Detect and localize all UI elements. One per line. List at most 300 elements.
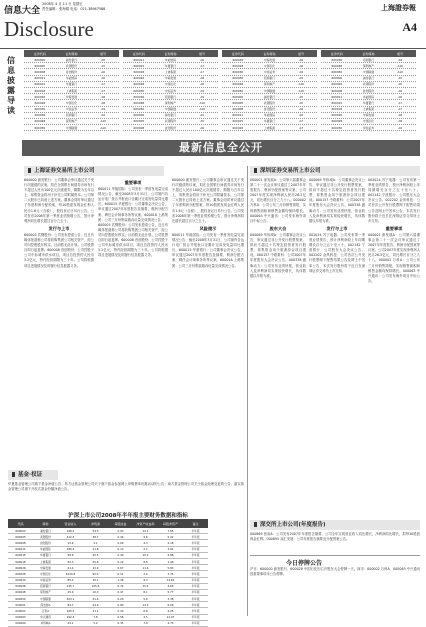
table-cell: 首创股份 (164, 125, 177, 130)
column-header: 证券简称 (65, 51, 78, 56)
table-cell: 61.4 (67, 565, 74, 570)
table-cell: 武钢股份 (362, 82, 375, 87)
section-mark-icon (28, 168, 31, 173)
text-column-3 (172, 178, 244, 513)
financial-table (8, 519, 208, 626)
table-cell: 保利地产 (164, 100, 177, 105)
table-cell: 中国联通 (40, 596, 51, 601)
section-mark-icon (254, 522, 257, 527)
table-cell: 半年报 (191, 602, 200, 607)
table-cell: 600000 (34, 57, 46, 62)
table-cell: 85.2 (67, 578, 74, 583)
table-cell: 600048 (331, 63, 343, 68)
table-cell: 4.88 (167, 553, 174, 558)
table-cell: 中信证券 (263, 69, 276, 74)
table-cell: 84.7 (67, 602, 74, 607)
table-cell: 600015 (133, 63, 145, 68)
table-cell: 600018 (34, 88, 46, 93)
table-cell: 600015 (15, 553, 26, 558)
table-cell: 600048 (34, 119, 46, 124)
table-cell: 600015 (232, 119, 244, 124)
table-cell: 华夏银行 (164, 63, 177, 68)
table-cell: 0.49 (117, 534, 124, 539)
table-cell: 0.20 (117, 596, 124, 601)
table-cell: 600018 (15, 559, 26, 564)
table-cell: 600036 (15, 584, 26, 589)
table-cell: 54.3 (92, 528, 99, 533)
table-cell: 保利地产 (263, 82, 276, 87)
table-cell: 600028 (133, 82, 145, 87)
table-cell: 半年报 (191, 621, 200, 626)
table-cell: 98.6 (67, 553, 74, 558)
table-cell: 武钢股份 (263, 100, 276, 105)
table-cell: 华能国际 (263, 113, 276, 118)
table-cell: 中信证券 (65, 107, 78, 112)
masthead (0, 0, 426, 49)
table-cell: A10 (298, 88, 304, 93)
section-header-sz: 深圳证券交易所上市公司 (250, 166, 420, 176)
column-header: 证券代码 (330, 51, 343, 56)
table-cell: 中国石化 (40, 571, 51, 576)
table-cell: 14.62 (166, 578, 175, 583)
table-cell: 600008 (133, 125, 145, 130)
disclosure-title: Disclosure (4, 17, 94, 41)
table-cell: 中国石化 (164, 82, 177, 87)
table-cell: 600005 (34, 63, 46, 68)
table-cell: 600030 (133, 88, 145, 93)
table-cell: 600011 (133, 57, 145, 62)
table-cell: 600030 (331, 125, 343, 130)
table-cell: 600036 (232, 76, 244, 81)
text-column-1 (24, 178, 94, 498)
table-cell: 600005 (232, 100, 244, 105)
table-cell: 600026 (232, 57, 244, 62)
table-cell: 600011 (15, 547, 26, 552)
table-cell: 招商银行 (65, 113, 78, 118)
table-cell: 武钢股份 (65, 63, 78, 68)
table-cell: 503.1 (66, 596, 75, 601)
article-body: 000001 深发展A：公司第六届董事会第二十一次会议审议通过了2007年年度报告、利润分配预案等议案，公司2007年度实现净利润人民币26.5亿元，同比增长百分之九十八。000002 万科A：公司公布三月份销售简报，实现销售面积和销售金额均保持增长。000063 中兴通讯：公司发布海外项目中标公告。 (250, 178, 306, 223)
table-cell: A8 (398, 119, 403, 124)
column-header: 备注 (192, 521, 199, 526)
table-cell: 3.75 (167, 571, 174, 576)
table-cell: 华能国际 (65, 76, 78, 81)
table-cell: 600036 (133, 94, 145, 99)
subheading: 重要事项 (124, 180, 142, 185)
table-cell: 0.67 (117, 565, 124, 570)
table-row (123, 125, 218, 131)
table-cell: A9 (101, 107, 106, 112)
newspaper-logo: 上海證券報 (381, 4, 416, 12)
table-cell: 22.9 (92, 565, 99, 570)
table-cell: 600000 (331, 76, 343, 81)
table-cell: 11.6 (142, 565, 149, 570)
table-cell: 600050 (133, 107, 145, 112)
table-cell: 4.73 (167, 621, 174, 626)
article-body: 002024 苏宁电器：公司发布第一季度业绩预告，预计净利润较上年同期增长百分之五十至八十。002142 宁波银行：公司股东大会决议公告。002202 金风科技：公司首次公开发行股票网下配售结果公告及网上中签率公告，本次发行股份将于近日在深圳证券交易所上市交易。 (309, 232, 365, 273)
table-cell: 600005 (331, 82, 343, 87)
table-cell: 600048 (133, 100, 145, 105)
table-cell: 华能国际 (164, 57, 177, 62)
table-cell: 首创股份 (65, 69, 78, 74)
article-body: 600000 浦发银行：公司董事会审议通过关于发行次级债的议案，拟在全国银行间债券市场发行不超过人民币100亿元次级债券，期限为五年以上，募集资金将用于补充公司附属资本。公司第二大股东已同意上述方案。董事会同时审议通过了年度利润分配预案，每10股派发现金红利人民币1.6元（含税），股权登记日另行公告。公司发布2008年第一季度业绩预增公告，预计净利润同比增长超过百分之五十。 (24, 178, 94, 223)
column-header: 简称 (42, 521, 49, 526)
disclosure-index (24, 50, 420, 132)
table-cell: 中海发展 (362, 113, 375, 118)
table-row (24, 125, 119, 131)
table-cell: 半年报 (191, 590, 200, 595)
table-cell: 000002 (15, 609, 26, 614)
table-cell: 0.11 (117, 571, 124, 576)
table-cell: A8 (200, 76, 205, 81)
table-cell: 6.06 (167, 602, 174, 607)
column-divider (247, 166, 248, 616)
table-cell: 600018 (232, 125, 244, 130)
table-cell: 600028 (331, 119, 343, 124)
table-cell: 2.7 (143, 547, 148, 552)
table-cell: 中信证券 (362, 125, 375, 130)
table-cell: 11.8 (92, 547, 99, 552)
table-cell: 半年报 (191, 565, 200, 570)
column-header: 证券代码 (33, 51, 46, 56)
fund-text (8, 482, 244, 512)
table-cell: 5.83 (167, 565, 174, 570)
table-cell: 600005 (15, 534, 26, 539)
table-cell: 600048 (15, 590, 26, 595)
table-cell: A9 (398, 57, 403, 62)
index-table-2 (123, 50, 218, 132)
table-cell: 半年报 (191, 596, 200, 601)
table-cell: 中海发展 (263, 57, 276, 62)
table-cell: A9 (398, 125, 403, 130)
table-cell: 首创股份 (362, 88, 375, 93)
table-cell: A7 (299, 125, 304, 130)
article-body: 600005 武钢股份：公司发布澄清公告，近日有媒体报道称公司将收购集团公司相关资产，经公司向控股股东核实，目前暂无此计划。公司股票自即日起复牌。600008 首创股份：公司控股子公司中标城市供水项目，项目总投资约人民币3.2亿元，特许经营期限为三十年。公司将根据项目进展情况及时履行信息披露义务。 (98, 222, 168, 258)
index-table-3 (222, 50, 317, 132)
column-header: 代码 (17, 521, 24, 526)
table-cell: 600018 (133, 69, 145, 74)
table-cell: 92.4 (92, 571, 99, 576)
table-cell: A8 (200, 82, 205, 87)
column-header: 证券简称 (362, 51, 375, 56)
table-cell: A10 (298, 82, 304, 87)
table-cell: 半年报 (191, 528, 200, 533)
table-cell: 600028 (34, 100, 46, 105)
table-cell: 600050 (15, 596, 26, 601)
table-cell: 4.5 (143, 615, 148, 620)
table-cell: 0.80 (117, 602, 124, 607)
table-cell: 5.9 (143, 596, 148, 601)
table-cell: 半年报 (191, 609, 200, 614)
table-cell: 4.3 (143, 540, 148, 545)
article-body: 600011 华能国际：公司发布一季度发电量完成情况公告，截至2008年3月31日，公司境内各运行电厂按合并报表口径累计完成发电量同比增长。600015 华夏银行：公司董事会决议公告，审议通过2007年年度报告及摘要、利润分配方案、聘任会计师事务所等议案。600018 上港集团：公司三月份集装箱吞吐量完成情况公告。 (172, 232, 244, 268)
table-cell: 0.58 (117, 615, 124, 620)
article-body: 600000 浦发银行：公司董事会审议通过关于发行次级债的议案，拟在全国银行间债券市场发行不超过人民币100亿元次级债券，期限为五年以上，募集资金将用于补充公司附属资本。公司第二大股东已同意上述方案。董事会同时审议通过了年度利润分配预案，每10股派发现金红利人民币1.6元（含税），股权登记日另行公告。公司发布2008年第一季度业绩预增公告，预计净利润同比增长超过百分之五十。 (172, 178, 244, 223)
table-cell: 7.4 (143, 621, 148, 626)
table-cell: 600011 (34, 76, 46, 81)
table-cell: 5.77 (167, 590, 174, 595)
table-cell: 20.5 (92, 553, 99, 558)
text-column-5 (309, 178, 365, 513)
table-cell: 6120.8 (65, 571, 76, 576)
table-cell: 31.2 (92, 609, 99, 614)
table-cell: 半年报 (191, 553, 200, 558)
column-header: 净资产收益率 (136, 521, 155, 526)
table-cell: 半年报 (191, 534, 200, 539)
section-mark-icon (12, 472, 15, 477)
table-cell: 浦发银行 (40, 528, 51, 533)
table-cell: 中国石化 (263, 63, 276, 68)
table-cell: 5.2 (93, 621, 98, 626)
table-cell: 600030 (232, 69, 244, 74)
table-cell: 192.4 (66, 615, 75, 620)
table-cell: 保利地产 (40, 590, 51, 595)
table-cell: A10 (199, 107, 205, 112)
table-cell: 15.4 (142, 584, 149, 589)
table-cell: A5 (299, 100, 304, 105)
table-cell: 中兴通讯 (40, 615, 51, 620)
table-cell: 600036 (331, 57, 343, 62)
table-cell: 4.69 (167, 584, 174, 589)
table-cell: 华夏银行 (65, 82, 78, 87)
column-header: 版号 (100, 51, 107, 56)
table-cell: A7 (101, 88, 106, 93)
table-cell: 3.38 (167, 596, 174, 601)
table-cell: A9 (101, 113, 106, 118)
article-body: 600011 华能国际：公司发布一季度发电量完成情况公告，截至2008年3月31日，公司境内各运行电厂按合并报表口径累计完成发电量同比增长。600015 华夏银行：公司董事会决议公告，审议通过2007年年度报告及摘要、利润分配方案、聘任会计师事务所等议案。600018 上港集团：公司三月份集装箱吞吐量完成情况公告。 (98, 187, 168, 222)
column-header: 证券简称 (263, 51, 276, 56)
index-table-4 (321, 50, 416, 132)
table-cell: 0.10 (117, 547, 124, 552)
table-cell: 招商银行 (263, 76, 276, 81)
table-cell: 中国联通 (362, 69, 375, 74)
table-cell: 华侨城A (40, 621, 51, 626)
table-cell: 000063 (15, 615, 26, 620)
table-cell: A10 (397, 63, 403, 68)
table-cell: 600028 (15, 571, 26, 576)
table-cell: 600048 (232, 82, 244, 87)
table-cell: 45.1 (92, 578, 99, 583)
table-cell: A7 (200, 63, 205, 68)
table-cell: 285.4 (66, 547, 75, 552)
table-cell: 12.97 (166, 615, 175, 620)
table-cell: A8 (101, 100, 106, 105)
table-cell: 7.65 (167, 528, 174, 533)
table-cell: 600008 (232, 107, 244, 112)
table-cell: A9 (200, 94, 205, 99)
table-cell: 招商银行 (164, 94, 177, 99)
section-title: 信息大全 (4, 6, 41, 16)
table-cell: 9.8 (143, 534, 148, 539)
table-cell: 半年报 (191, 615, 200, 620)
table-cell: 6.8 (143, 609, 148, 614)
subheading: 发行与上市 (48, 225, 70, 231)
table-cell: 10.2 (142, 553, 149, 558)
text-column-4 (250, 178, 306, 513)
table-cell: 600000 (133, 113, 145, 118)
table-cell: 1.36 (117, 578, 124, 583)
table-cell: 312.5 (66, 534, 75, 539)
column-header: 证券代码 (231, 51, 244, 56)
table-cell: 600008 (331, 88, 343, 93)
table-cell: A5 (398, 82, 403, 87)
table-cell: 41.6 (92, 596, 99, 601)
table-cell: A6 (398, 88, 403, 93)
table-cell: A6 (200, 57, 205, 62)
table-cell: A5 (398, 76, 403, 81)
table-cell: 10.3 (92, 590, 99, 595)
table-cell: A7 (200, 69, 205, 74)
table-cell: 中海发展 (40, 565, 51, 570)
table-cell: 600018 (331, 107, 343, 112)
table-cell: A5 (200, 119, 205, 124)
table-cell: A5 (101, 57, 106, 62)
table-cell: 华能国际 (362, 94, 375, 99)
notice-text (250, 567, 420, 617)
table-cell: 半年报 (191, 584, 200, 589)
table-cell: 武钢股份 (40, 534, 51, 539)
table-row (222, 125, 317, 131)
table-cell: A7 (299, 119, 304, 124)
table-cell: 600050 (232, 88, 244, 93)
table-cell: A6 (398, 94, 403, 99)
table-cell: 600026 (15, 565, 26, 570)
table-cell: 600036 (34, 113, 46, 118)
table-cell: 600011 (232, 113, 244, 118)
table-cell: 中国联通 (263, 88, 276, 93)
table-cell: 招商银行 (362, 57, 375, 62)
editor-line: 责任编辑：张海娟 电话：021-38967588 (42, 7, 106, 11)
notice-title: 今日停牌公告 (285, 560, 322, 567)
column-header: 版号 (397, 51, 404, 56)
table-cell: 中国联通 (164, 107, 177, 112)
table-cell: 245.7 (66, 584, 75, 589)
table-cell: 上港集团 (263, 125, 276, 130)
table-cell: 0.72 (117, 584, 124, 589)
column-header: 证券简称 (164, 51, 177, 56)
masthead-meta (42, 2, 252, 12)
table-cell: 12.6 (67, 540, 74, 545)
table-cell: 13.2 (142, 602, 149, 607)
table-cell: 中海发展 (164, 76, 177, 81)
index-table-header (321, 50, 416, 57)
table-cell: A6 (101, 69, 106, 74)
table-cell: 浦发银行 (263, 94, 276, 99)
table-cell: 保利地产 (65, 119, 78, 124)
article-body: 沪市：600000 浦发银行、600028 中国石化因召开股东大会停牌一天。深市：000002 万科A、000063 中兴通讯因重要事项未公告停牌。 (250, 567, 420, 577)
table-cell: 9.3 (143, 578, 148, 583)
table-cell: 105.8 (91, 584, 100, 589)
table-cell: A10 (397, 69, 403, 74)
table-cell: 5.02 (167, 534, 174, 539)
table-cell: 600000 (15, 528, 26, 533)
table-cell: 600028 (232, 63, 244, 68)
table-cell: 半年报 (191, 571, 200, 576)
subheading: 重要事项 (385, 225, 403, 231)
table-cell: 600011 (331, 94, 343, 99)
table-cell: 中国石化 (362, 119, 375, 124)
table-cell: A8 (299, 63, 304, 68)
table-cell: 1.46 (167, 559, 174, 564)
table-cell: 华能国际 (40, 547, 51, 552)
index-table-header (123, 50, 218, 57)
article-body: 000069 华侨城A：公司董事会决议公告，审议通过非公开发行股票预案，拟向不超过十名特定投资者发行股票，募集资金用于旅游综合项目建设。000157 中联重科：公司2007年年度股东大会决议公告。000338 潍柴动力：公司发布业绩快报，营业收入及净利润均实现较快增长，具体数据以年报为准。 (309, 178, 365, 223)
table-cell: 0.49 (117, 553, 124, 558)
table-cell: 7.8 (93, 615, 98, 620)
table-title: 沪深上市公司2008年半年报主要财务数据和指标 (8, 511, 244, 521)
table-cell: A5 (200, 113, 205, 118)
table-cell: 600008 (15, 540, 26, 545)
article-body: 000869 张裕A：公司发布2007年年度报告摘要，公司全年实现营业收入同比增长，净利润同比增长，拟每10股派现金红利。000895 双汇发展：公司年度报告摘要及分配预案公告。 (250, 532, 420, 542)
table-cell: 38.7 (92, 534, 99, 539)
index-table-header (24, 50, 119, 57)
section-header-fund: 基金·权证 (8, 470, 58, 480)
table-cell: 中信证券 (164, 88, 177, 93)
table-cell: A6 (299, 107, 304, 112)
table-cell: 招商银行 (40, 584, 51, 589)
table-cell: A5 (299, 94, 304, 99)
table-cell: 45.9 (67, 590, 74, 595)
column-header: 版号 (199, 51, 206, 56)
table-cell: 4.25 (167, 609, 174, 614)
article-body: 002024 苏宁电器：公司发布第一季度业绩预告，预计净利润较上年同期增长百分之五十至八十。002142 宁波银行：公司股东大会决议公告。002202 金风科技：公司首次公开发行股票网下配售结果公告及网上中签率公告，本次发行股份将于近日在深圳证券交易所上市交易。 (368, 178, 420, 223)
section-header-yearly: 深交所上市公司(年度报告) (250, 520, 420, 530)
subheading: 股东大会 (269, 225, 287, 231)
table-cell: 华夏银行 (40, 553, 51, 558)
table-cell: 浦发银行 (65, 57, 78, 62)
table-row (321, 125, 416, 131)
table-cell: A10 (199, 100, 205, 105)
table-cell: 92.3 (67, 559, 74, 564)
table-cell: A8 (398, 113, 403, 118)
table-cell: 600050 (331, 69, 343, 74)
column-header: 每股收益 (114, 521, 127, 526)
table-cell: 浦发银行 (164, 113, 177, 118)
table-cell: 上港集团 (164, 69, 177, 74)
table-cell: 上港集团 (65, 88, 78, 93)
index-table-1 (24, 50, 119, 132)
table-cell: 2.18 (167, 540, 174, 545)
table-cell: 0.47 (117, 590, 124, 595)
table-cell: 168.2 (66, 528, 75, 533)
table-cell: A9 (200, 88, 205, 93)
article-body: 华夏基金管理公司旗下基金净值公告；易方达基金管理公司关于旗下基金参加网上申购费率优惠活动的公告；南方基金管理公司关于基金经理变更的公告；嘉实基金管理公司旗下开放式基金份额净值公告。 (8, 482, 244, 492)
page-number: A4 (402, 20, 417, 34)
table-cell: 0.12 (117, 559, 124, 564)
table-cell: 000069 (15, 621, 26, 626)
table-cell: 3.91 (167, 547, 174, 552)
section-mark-icon (254, 168, 257, 173)
table-cell: 600026 (34, 94, 46, 99)
table-cell: 武钢股份 (164, 119, 177, 124)
table-cell: 600030 (34, 107, 46, 112)
table-cell: 0.29 (117, 609, 124, 614)
table-cell: 半年报 (191, 559, 200, 564)
table-cell: 600000 (232, 94, 244, 99)
table-cell: A9 (299, 76, 304, 81)
date-line: 2008年 4 月 11 日 星期五 (42, 2, 83, 6)
yearly-text (250, 532, 420, 554)
column-header: 证券代码 (132, 51, 145, 56)
text-column-2 (98, 178, 168, 498)
table-cell: 25.6 (92, 559, 99, 564)
table-cell: 0.09 (117, 540, 124, 545)
table-cell: 24.9 (92, 602, 99, 607)
table-cell: 600026 (331, 113, 343, 118)
table-cell: 万科A (41, 609, 50, 614)
table-cell: 600015 (331, 100, 343, 105)
table-cell: 半年报 (191, 578, 200, 583)
